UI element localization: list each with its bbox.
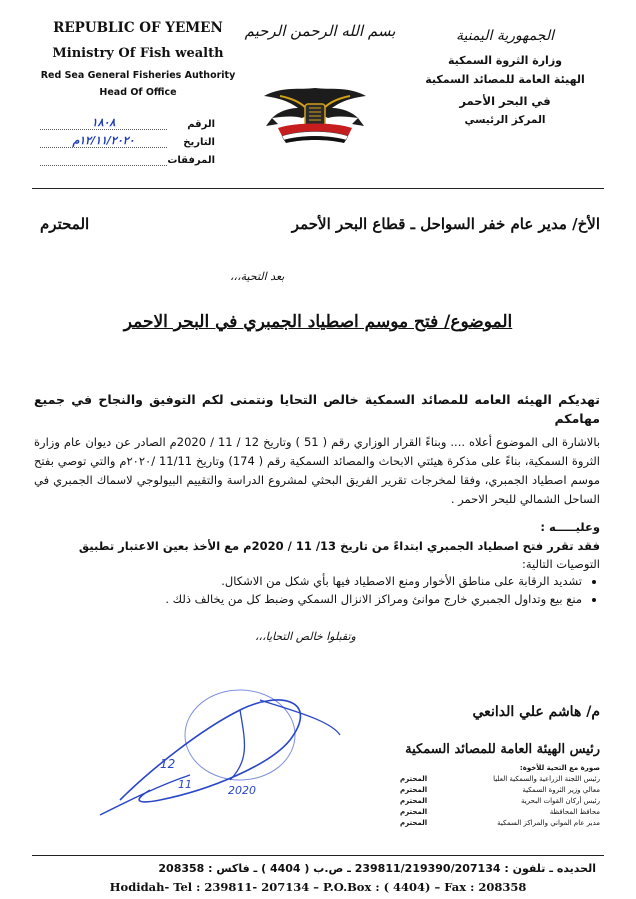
list-item — [400, 785, 600, 796]
recommendations-list — [42, 572, 600, 608]
addressee-to: الأخ/ مدير عام خفر السواحل ـ قطاع البحر الأحمر — [291, 215, 600, 233]
header-english — [38, 18, 238, 98]
copy-honorific: المحترم — [400, 819, 428, 827]
recommendations-title: التوصيات التالية: — [521, 557, 600, 571]
copy-recipient: مدير عام المواني والمراكز السمكية — [497, 819, 600, 827]
footer-english: Hodidah- Tel : 239811- 207134 – P.O.Box : ( 4404) – Fax : 208358 — [109, 880, 527, 894]
ref-date-value: ١٢/١١/٢٠٢٠م — [40, 134, 167, 148]
copy-honorific: المحترم — [400, 775, 428, 783]
copy-honorific: المحترم — [400, 797, 428, 805]
decision-line: فقد تقرر فتح اصطياد الجمبري ابتداءً من تاريخ 13/ 11 / 2020م مع الأخذ بعين الاعتبار تطبيق — [78, 539, 600, 553]
greeting: بعد التحية،،، — [230, 270, 285, 283]
intro-paragraph: تهديكم الهيئه العامه للمصائد السمكية خالص التحايا ونتمنى لكم التوفيق والنجاح في جميع مهامكم — [34, 392, 600, 426]
copies-to — [400, 763, 600, 829]
copy-honorific: المحترم — [400, 808, 428, 816]
signature-month: 11 — [178, 778, 192, 791]
ref-number-value: ١٨٠٨ — [40, 116, 167, 130]
ref-attachments-row — [40, 148, 215, 166]
ref-attachments-label: المرفقات — [167, 155, 215, 166]
header-ar-center: المركز الرئيسي — [464, 114, 546, 126]
decision-block — [34, 537, 600, 573]
subject-line: الموضوع/ فتح موسم اصطياد الجمبري في البحر الاحمر — [123, 312, 513, 332]
signature-day: 12 — [160, 757, 176, 771]
ref-date-label: التاريخ — [183, 137, 215, 148]
list-item — [400, 807, 600, 818]
header-en-head-office: Head Of Office — [99, 87, 177, 98]
header-ar-ministry: وزارة الثروة السمكية — [447, 54, 563, 67]
addressee-honorific: المحترم — [40, 215, 90, 233]
copy-recipient: معالي وزير الثروة السمكية — [522, 786, 600, 794]
header-arabic — [410, 28, 600, 126]
handwritten-signature-icon — [90, 650, 350, 820]
header-en-authority: Red Sea General Fisheries Authority — [40, 70, 236, 81]
ref-date-row — [40, 130, 215, 148]
yemen-eagle-emblem-icon — [260, 82, 370, 144]
ref-attachments-value — [40, 165, 167, 166]
closing-line: وتقبلوا خالص التحايا،،، — [255, 630, 356, 643]
signatory-title: رئيس الهيئة العامة للمصائد السمكية — [405, 742, 600, 757]
footer-arabic: الحديده ـ تلفون : 239811/219390/207134 ـ ص.ب ( 4404 ) ـ فاكس : 208358 — [158, 862, 596, 875]
header-divider — [32, 188, 604, 189]
copy-recipient: محافظ المحافظة — [549, 808, 600, 816]
header-en-ministry: Ministry Of Fish wealth — [52, 46, 224, 61]
list-item — [400, 796, 600, 807]
header-en-republic: REPUBLIC OF YEMEN — [53, 20, 223, 36]
reference-fields — [40, 112, 215, 166]
list-item — [400, 774, 600, 785]
copy-recipient: رئيس أركان القوات البحرية — [520, 797, 600, 805]
header-ar-authority: الهيئة العامة للمصائد السمكية — [425, 73, 585, 86]
footer-divider — [32, 855, 604, 856]
signature-year: 2020 — [228, 784, 256, 797]
copy-recipient: رئيس اللجنة الزراعية والسمكية العليا — [493, 775, 600, 783]
resolve-line: وعليـــــه : — [540, 520, 600, 534]
list-item: • تشديد الرقابة على مناطق الأخوار ومنع الاصطياد فيها بأي شكل من الاشكال. — [42, 572, 582, 590]
signatory-name: م/ هاشم علي الدانعي — [472, 704, 600, 720]
copy-honorific: المحترم — [400, 786, 428, 794]
header-ar-red-sea: في البحر الأحمر — [459, 94, 551, 108]
header-ar-republic: الجمهورية اليمنية — [455, 28, 554, 44]
ref-number-label: الرقم — [187, 119, 215, 130]
ref-number-row — [40, 112, 215, 130]
body-paragraph: بالاشارة الى الموضوع أعلاه .... وبناءً القرار الوزاري رقم ( 51 ) وتاريخ 12 / 11 / 2020م الصادر عن ديوان عام وزارة الثروة السمكية، بناءً على مذكرة هيئتي الابحاث والمصائد السمكية رقم ( 174) وتاريخ 11/11 /٢٠٢٠م والتي توصي بفتح موسم اصطياد الجمبري، وفقا لمخرجات تقرير الفريق البحثي لمشروع الدراسة والتقييم البيولوجي لاسماك الجمبري في الساحل الشمالي للبحر الاحمر . — [34, 435, 601, 506]
copies-title: صورة مع التحية للأخوة: — [519, 764, 600, 772]
list-item: • منع بيع وتداول الجمبري خارج موانئ ومراكز الانزال السمكي وضبط كل من يخالف ذلك . — [42, 590, 582, 608]
addressee-line — [40, 215, 600, 233]
list-item — [400, 818, 600, 829]
basmala: بسم الله الرحمن الرحيم — [244, 22, 396, 40]
